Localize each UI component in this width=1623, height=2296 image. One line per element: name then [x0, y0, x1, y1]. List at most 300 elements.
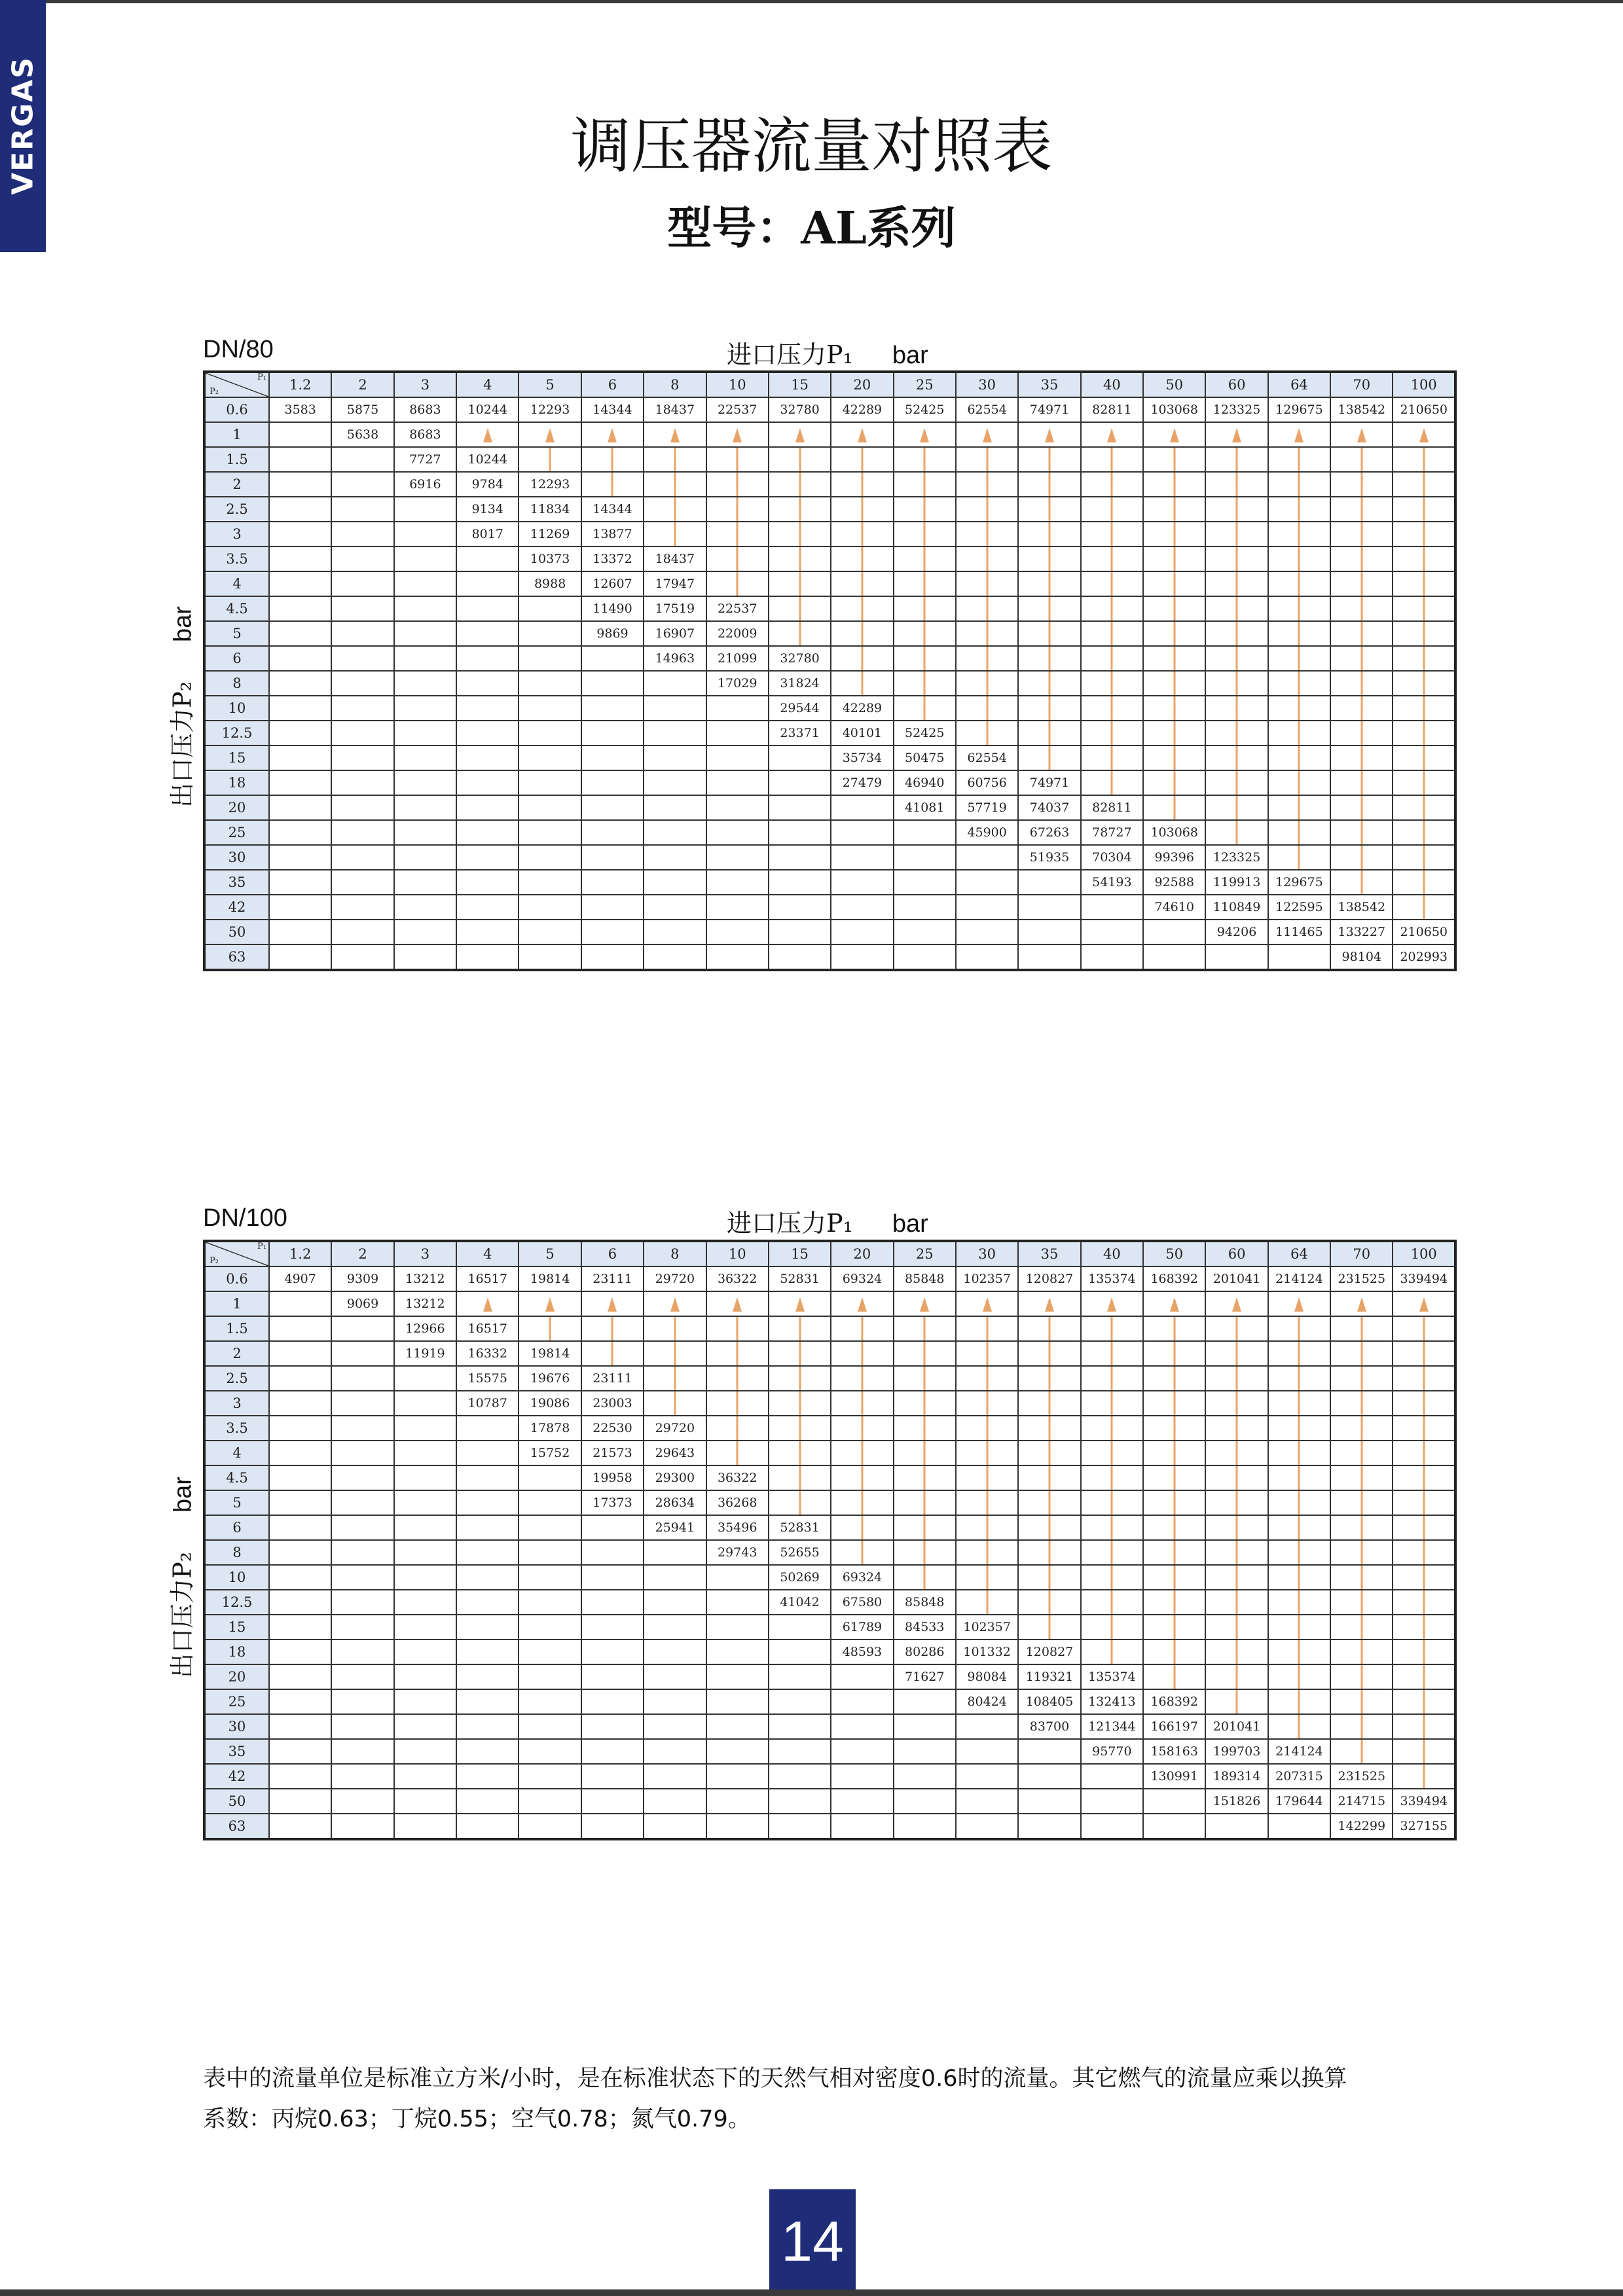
empty-cell: [331, 1565, 393, 1590]
arrow-line: [1081, 571, 1143, 596]
flow-value-cell: 5875: [331, 397, 393, 422]
arrow-line: [706, 571, 769, 596]
flow-value-cell: 23003: [581, 1391, 644, 1416]
arrow-line: [1143, 472, 1205, 497]
empty-cell: [894, 1689, 956, 1714]
arrow-line: [1018, 1565, 1080, 1590]
empty-cell: [581, 845, 644, 870]
arrow-line: [1330, 1341, 1393, 1366]
flow-value-cell: 12293: [519, 397, 581, 422]
empty-cell: [644, 1540, 706, 1565]
table-row: [204, 920, 1455, 944]
flow-value-cell: 103068: [1143, 820, 1205, 845]
arrow-line: [1018, 522, 1080, 547]
table-row: [204, 646, 1455, 671]
flow-value-cell: 179644: [1268, 1789, 1330, 1814]
p2-row-header: 18: [204, 770, 269, 795]
p1-column-header: 50: [1143, 1241, 1205, 1266]
flow-value-cell: 74971: [1018, 397, 1080, 422]
arrow-head-icon: [1081, 1291, 1143, 1316]
empty-cell: [581, 1590, 644, 1615]
p1-column-header: 15: [769, 372, 831, 397]
top-rule: [46, 0, 1623, 3]
p2-row-header: 2.5: [204, 1366, 269, 1391]
empty-cell: [519, 1714, 581, 1739]
empty-cell: [269, 522, 331, 547]
empty-cell: [456, 745, 519, 770]
arrow-line: [1205, 497, 1267, 522]
arrow-head-icon: [456, 1291, 519, 1316]
table-row: [204, 621, 1455, 646]
empty-cell: [331, 870, 393, 895]
empty-cell: [1081, 895, 1143, 920]
empty-cell: [331, 522, 393, 547]
p2-row-header: 25: [204, 820, 269, 845]
arrow-line: [831, 1465, 893, 1490]
flow-value-cell: 10787: [456, 1391, 519, 1416]
arrow-line: [831, 671, 893, 696]
empty-cell: [956, 1814, 1018, 1839]
empty-cell: [644, 1789, 706, 1814]
empty-cell: [769, 745, 831, 770]
empty-cell: [1018, 895, 1080, 920]
arrow-line: [1205, 1540, 1267, 1565]
arrow-line: [1205, 696, 1267, 721]
empty-cell: [456, 1814, 519, 1839]
p2-row-header: 4: [204, 571, 269, 596]
empty-cell: [394, 1565, 456, 1590]
empty-cell: [331, 1714, 393, 1739]
empty-cell: [769, 770, 831, 795]
arrow-line: [1205, 1316, 1267, 1341]
arrow-line: [956, 1515, 1018, 1540]
empty-cell: [456, 547, 519, 571]
p2-unit: bar: [169, 606, 197, 643]
empty-cell: [519, 671, 581, 696]
flow-value-cell: 23111: [581, 1266, 644, 1291]
empty-cell: [456, 1789, 519, 1814]
empty-cell: [644, 1615, 706, 1640]
empty-cell: [269, 1640, 331, 1664]
empty-cell: [956, 920, 1018, 944]
arrow-line: [1393, 1590, 1455, 1615]
arrow-line: [1393, 696, 1455, 721]
flow-value-cell: 18437: [644, 397, 706, 422]
empty-cell: [519, 1565, 581, 1590]
empty-cell: [394, 1590, 456, 1615]
arrow-line: [1393, 845, 1455, 870]
arrow-line: [1081, 522, 1143, 547]
flow-value-cell: 13877: [581, 522, 644, 547]
arrow-line: [1081, 1465, 1143, 1490]
arrow-line: [706, 472, 769, 497]
empty-cell: [394, 1615, 456, 1640]
empty-cell: [706, 1664, 769, 1689]
arrow-line: [706, 1441, 769, 1465]
flow-value-cell: 71627: [894, 1664, 956, 1689]
table-row: [204, 895, 1455, 920]
flow-value-cell: 3583: [269, 397, 331, 422]
flow-value-cell: 121344: [1081, 1714, 1143, 1739]
p2-row-header: 4.5: [204, 596, 269, 621]
p1-column-header: 1.2: [269, 1241, 331, 1266]
arrow-line: [1268, 721, 1330, 745]
flow-value-cell: 52831: [769, 1515, 831, 1540]
flow-value-cell: 168392: [1143, 1266, 1205, 1291]
flow-value-cell: 32780: [769, 397, 831, 422]
empty-cell: [769, 1789, 831, 1814]
empty-cell: [331, 1814, 393, 1839]
flow-value-cell: 6916: [394, 472, 456, 497]
arrow-line: [831, 646, 893, 671]
empty-cell: [269, 1416, 331, 1441]
empty-cell: [769, 820, 831, 845]
table-row: [204, 820, 1455, 845]
page-title: 调压器流量对照表: [570, 111, 1053, 181]
corner-p1-label: P₁: [257, 1242, 266, 1251]
arrow-line: [769, 472, 831, 497]
arrow-line: [644, 472, 706, 497]
empty-cell: [331, 571, 393, 596]
flow-value-cell: 98104: [1330, 944, 1393, 970]
flow-value-cell: 14344: [581, 397, 644, 422]
arrow-line: [1143, 1391, 1205, 1416]
flow-value-cell: 138542: [1330, 895, 1393, 920]
empty-cell: [269, 944, 331, 970]
empty-cell: [269, 1565, 331, 1590]
empty-cell: [831, 1689, 893, 1714]
arrow-line: [1330, 1565, 1393, 1590]
table-row: [204, 770, 1455, 795]
arrow-line: [1268, 596, 1330, 621]
empty-cell: [269, 1540, 331, 1565]
arrow-line: [1393, 571, 1455, 596]
table-row: [204, 1714, 1455, 1739]
arrow-line: [1268, 472, 1330, 497]
arrow-line: [769, 1490, 831, 1515]
arrow-line: [1205, 1465, 1267, 1490]
page-subtitle: 型号：AL系列: [667, 202, 956, 255]
empty-cell: [269, 1441, 331, 1465]
flow-value-cell: 70304: [1081, 845, 1143, 870]
flow-value-cell: 41042: [769, 1590, 831, 1615]
flow-value-cell: 15752: [519, 1441, 581, 1465]
empty-cell: [644, 944, 706, 970]
p2-row-header: 2: [204, 1341, 269, 1366]
arrow-line: [1330, 1416, 1393, 1441]
arrow-line: [956, 721, 1018, 745]
arrow-line: [1143, 571, 1205, 596]
empty-cell: [331, 497, 393, 522]
empty-cell: [1081, 1789, 1143, 1814]
empty-cell: [269, 820, 331, 845]
arrow-line: [1205, 646, 1267, 671]
arrow-line: [956, 1490, 1018, 1515]
p2-row-header: 4.5: [204, 1465, 269, 1490]
arrow-line: [1081, 621, 1143, 646]
flow-value-cell: 231525: [1330, 1764, 1393, 1789]
p2-row-header: 5: [204, 1490, 269, 1515]
empty-cell: [269, 621, 331, 646]
empty-cell: [644, 696, 706, 721]
empty-cell: [706, 696, 769, 721]
p1-column-header: 70: [1330, 372, 1393, 397]
flow-value-cell: 10373: [519, 547, 581, 571]
table-row: [204, 745, 1455, 770]
flow-value-cell: 122595: [1268, 895, 1330, 920]
arrow-line: [769, 1366, 831, 1391]
arrow-line: [1205, 671, 1267, 696]
empty-cell: [269, 1316, 331, 1341]
p1-column-header: 8: [644, 372, 706, 397]
p2-row-header: 63: [204, 1814, 269, 1839]
arrow-line: [1268, 745, 1330, 770]
arrow-line: [1393, 721, 1455, 745]
flow-value-cell: 129675: [1268, 397, 1330, 422]
empty-cell: [269, 870, 331, 895]
empty-cell: [581, 1615, 644, 1640]
flow-value-cell: 29720: [644, 1416, 706, 1441]
arrow-line: [1268, 1316, 1330, 1341]
footnote: [203, 2058, 1480, 2140]
arrow-line: [956, 1341, 1018, 1366]
arrow-line: [1393, 596, 1455, 621]
flow-value-cell: 57719: [956, 795, 1018, 820]
arrow-line: [1143, 770, 1205, 795]
arrow-line: [1330, 1441, 1393, 1465]
flow-value-cell: 82811: [1081, 795, 1143, 820]
flow-value-cell: 82811: [1081, 397, 1143, 422]
arrow-line: [1393, 1465, 1455, 1490]
flow-value-cell: 102357: [956, 1266, 1018, 1291]
empty-cell: [269, 1515, 331, 1540]
empty-cell: [331, 745, 393, 770]
empty-cell: [519, 621, 581, 646]
arrow-line: [1268, 1391, 1330, 1416]
empty-cell: [456, 671, 519, 696]
arrow-line: [519, 1316, 581, 1341]
arrow-line: [1268, 621, 1330, 646]
p2-row-header: 6: [204, 1515, 269, 1540]
arrow-line: [1143, 1565, 1205, 1590]
empty-cell: [1268, 944, 1330, 970]
arrow-line: [1330, 1391, 1393, 1416]
table-row: [204, 1590, 1455, 1615]
flow-value-cell: 214124: [1268, 1266, 1330, 1291]
arrow-head-icon: [581, 422, 644, 447]
flow-value-cell: 339494: [1393, 1266, 1455, 1291]
arrow-line: [956, 646, 1018, 671]
p1-column-header: 25: [894, 372, 956, 397]
empty-cell: [831, 1714, 893, 1739]
flow-value-cell: 35734: [831, 745, 893, 770]
arrow-head-icon: [1268, 422, 1330, 447]
flow-value-cell: 12966: [394, 1316, 456, 1341]
arrow-line: [894, 447, 956, 472]
flow-value-cell: 19676: [519, 1366, 581, 1391]
arrow-line: [1393, 895, 1455, 920]
empty-cell: [394, 920, 456, 944]
table-row: [204, 1416, 1455, 1441]
flow-value-cell: 74610: [1143, 895, 1205, 920]
arrow-line: [1205, 770, 1267, 795]
arrow-line: [644, 1391, 706, 1416]
empty-cell: [269, 770, 331, 795]
arrow-line: [1143, 1615, 1205, 1640]
p2-row-header: 12.5: [204, 721, 269, 745]
arrow-line: [1393, 1490, 1455, 1515]
arrow-line: [1018, 1366, 1080, 1391]
empty-cell: [456, 721, 519, 745]
p2-row-header: 1: [204, 1291, 269, 1316]
empty-cell: [394, 1714, 456, 1739]
empty-cell: [394, 1664, 456, 1689]
arrow-line: [1393, 1565, 1455, 1590]
arrow-line: [1393, 447, 1455, 472]
arrow-line: [1268, 1341, 1330, 1366]
flow-value-cell: 11269: [519, 522, 581, 547]
empty-cell: [581, 1714, 644, 1739]
p2-row-header: 20: [204, 1664, 269, 1689]
empty-cell: [706, 721, 769, 745]
p1-column-header: 1.2: [269, 372, 331, 397]
empty-cell: [644, 1565, 706, 1590]
arrow-line: [1018, 1590, 1080, 1615]
p2-row-header: 35: [204, 1739, 269, 1764]
arrow-line: [1330, 497, 1393, 522]
arrow-line: [894, 646, 956, 671]
arrow-line: [1268, 522, 1330, 547]
flow-value-cell: 36322: [706, 1266, 769, 1291]
empty-cell: [269, 845, 331, 870]
empty-cell: [269, 547, 331, 571]
p2-row-header: 3: [204, 522, 269, 547]
flow-value-cell: 67580: [831, 1590, 893, 1615]
arrow-line: [1018, 1465, 1080, 1490]
arrow-line: [1393, 1441, 1455, 1465]
arrow-line: [769, 1341, 831, 1366]
empty-cell: [269, 1814, 331, 1839]
empty-cell: [644, 870, 706, 895]
p1-column-header: 6: [581, 1241, 644, 1266]
arrow-line: [1330, 547, 1393, 571]
flow-value-cell: 120827: [1018, 1640, 1080, 1664]
flow-value-cell: 14963: [644, 646, 706, 671]
empty-cell: [519, 1664, 581, 1689]
flow-value-cell: 151826: [1205, 1789, 1267, 1814]
empty-cell: [706, 745, 769, 770]
empty-cell: [456, 1714, 519, 1739]
empty-cell: [1018, 1814, 1080, 1839]
flow-value-cell: 21099: [706, 646, 769, 671]
p2-row-header: 8: [204, 1540, 269, 1565]
flow-value-cell: 52425: [894, 721, 956, 745]
arrow-line: [769, 621, 831, 646]
arrow-line: [1081, 696, 1143, 721]
empty-cell: [956, 1714, 1018, 1739]
empty-cell: [331, 1664, 393, 1689]
arrow-line: [769, 522, 831, 547]
arrow-line: [1268, 497, 1330, 522]
p1-column-header: 3: [394, 372, 456, 397]
empty-cell: [519, 1540, 581, 1565]
empty-cell: [394, 820, 456, 845]
empty-cell: [519, 1739, 581, 1764]
arrow-line: [1205, 447, 1267, 472]
empty-cell: [331, 721, 393, 745]
table-row: [204, 1739, 1455, 1764]
empty-cell: [456, 1515, 519, 1540]
arrow-line: [706, 547, 769, 571]
arrow-line: [1018, 745, 1080, 770]
empty-cell: [581, 944, 644, 970]
flow-value-cell: 9134: [456, 497, 519, 522]
arrow-line: [769, 596, 831, 621]
p2-axis-title: 出口压力P₂: [168, 681, 197, 808]
p1-column-header: 8: [644, 1241, 706, 1266]
empty-cell: [394, 1465, 456, 1490]
empty-cell: [581, 1739, 644, 1764]
p2-row-header: 42: [204, 895, 269, 920]
table-row: [204, 1266, 1455, 1291]
arrow-line: [1330, 472, 1393, 497]
arrow-head-icon: [1330, 422, 1393, 447]
flow-value-cell: 19086: [519, 1391, 581, 1416]
flow-value-cell: 339494: [1393, 1789, 1455, 1814]
flow-value-cell: 22537: [706, 596, 769, 621]
empty-cell: [894, 944, 956, 970]
empty-cell: [269, 1615, 331, 1640]
empty-cell: [706, 1640, 769, 1664]
p1-axis-title: 进口压力P₁: [727, 1209, 853, 1238]
arrow-line: [1081, 1416, 1143, 1441]
empty-cell: [394, 845, 456, 870]
empty-cell: [269, 1490, 331, 1515]
empty-cell: [394, 770, 456, 795]
arrow-line: [1393, 1416, 1455, 1441]
empty-cell: [456, 1465, 519, 1490]
p2-row-header: 30: [204, 1714, 269, 1739]
empty-cell: [644, 895, 706, 920]
empty-cell: [956, 895, 1018, 920]
flow-value-cell: 16517: [456, 1266, 519, 1291]
arrow-line: [956, 1590, 1018, 1615]
arrow-line: [831, 447, 893, 472]
empty-cell: [1018, 1789, 1080, 1814]
flow-value-cell: 29544: [769, 696, 831, 721]
table-row: [204, 1640, 1455, 1664]
arrow-line: [1018, 571, 1080, 596]
empty-cell: [519, 596, 581, 621]
arrow-line: [1143, 1490, 1205, 1515]
arrow-line: [1268, 547, 1330, 571]
p2-row-header: 42: [204, 1764, 269, 1789]
arrow-line: [1018, 1416, 1080, 1441]
empty-cell: [456, 1664, 519, 1689]
flow-value-cell: 94206: [1205, 920, 1267, 944]
flow-value-cell: 135374: [1081, 1266, 1143, 1291]
arrow-line: [1330, 1689, 1393, 1714]
empty-cell: [769, 845, 831, 870]
empty-cell: [331, 1441, 393, 1465]
empty-cell: [269, 447, 331, 472]
empty-cell: [706, 820, 769, 845]
flow-value-cell: 10244: [456, 447, 519, 472]
arrow-line: [1205, 571, 1267, 596]
empty-cell: [831, 1664, 893, 1689]
table-row: [204, 1391, 1455, 1416]
empty-cell: [956, 1764, 1018, 1789]
